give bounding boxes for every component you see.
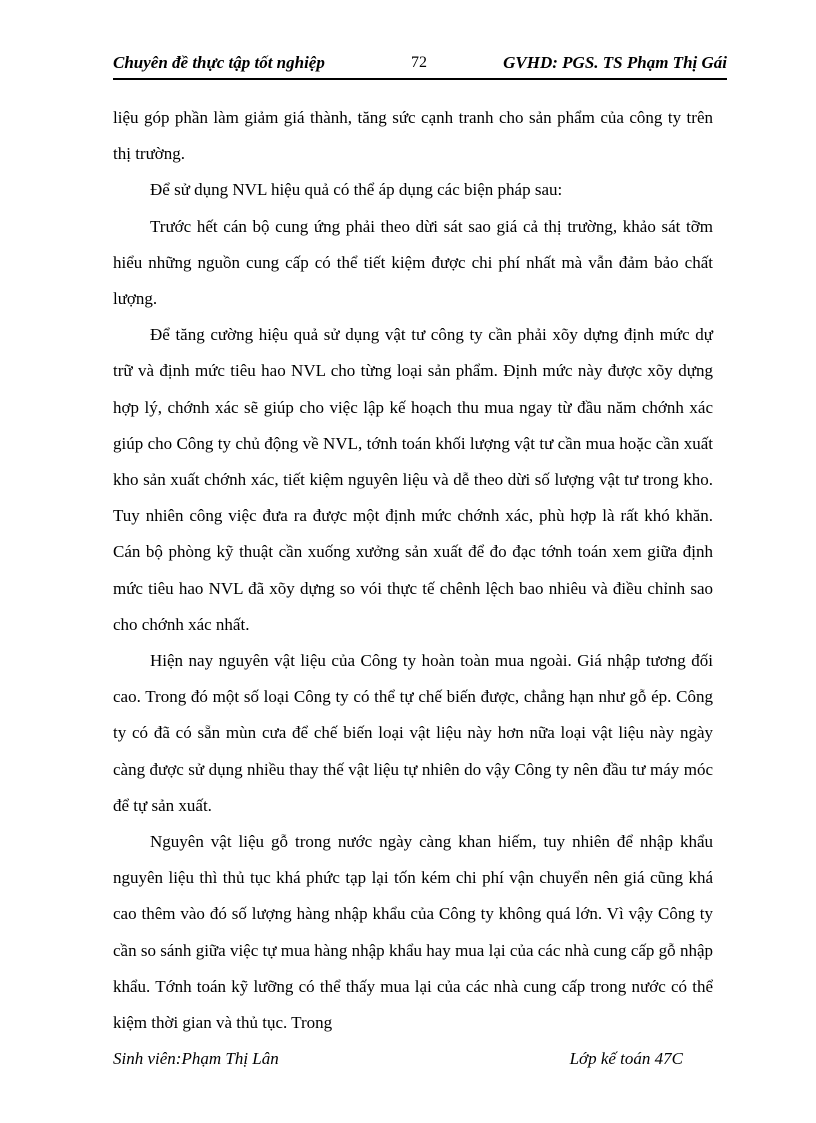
footer-class: Lớp kế toán 47C <box>569 1049 683 1068</box>
header-document-title: Chuyên đề thực tập tốt nghiệp <box>113 53 325 72</box>
footer-student: Sinh viên:Phạm Thị Lân <box>113 1049 279 1068</box>
paragraph-intro-measures: Để sử dụng NVL hiệu quả có thể áp dụng các biện pháp sau: <box>150 180 563 200</box>
header-page-number: 72 <box>411 54 427 71</box>
paragraph-continuation: liệu góp phần làm giảm giá thành, tăng sức cạnh tranh cho sản phẩm của công ty trên thị trường. <box>113 108 713 164</box>
paragraph-supply-monitoring: Trước hết cán bộ cung ứng phải theo dừi sát sao giá cả thị trường, khảo sát tỡm hiểu những nguồn cung cấp có thể tiết kiệm được chi phí nhất mà vẫn đảm bảo chất lượng. <box>113 216 713 309</box>
paragraph-materials-purchase: Hiện nay nguyên vật liệu của Công ty hoàn toàn mua ngoài. Giá nhập tương đối cao. Trong đó một số loại Công ty có thể tự chế biến được, chẳng hạn như gỗ ép. Công ty có đã có sẵn mùn cưa để chế biến loại vật liệu này hơn nữa loại vật liệu này ngày càng được sử dụng nhiều thay thế vật liệu tự nhiên do vậy Công ty nên đầu tư máy móc để tự sản xuất. <box>113 651 713 815</box>
header-advisor: GVHD: PGS. TS Phạm Thị Gái <box>503 53 727 72</box>
page-header <box>113 50 727 80</box>
paragraph-wood-import: Nguyên vật liệu gỗ trong nước ngày càng khan hiếm, tuy nhiên để nhập khẩu nguyên liệu thì thủ tục khá phức tạp lại tốn kém chi phí vận chuyển nên giá cũng khá cao thêm vào đó số lượng hàng nhập khẩu của Công ty không quá lớn. Vì vậy Công ty cần so sánh giữa việc tự mua hàng nhập khẩu hay mua lại của các nhà cung cấp gỗ nhập khẩu. Tớnh toán kỹ lưỡng có thể thấy mua lại của các nhà cung cấp trong nước có thể kiệm thời gian và thủ tục. Trong <box>113 832 713 1033</box>
document-body <box>113 100 713 1041</box>
paragraph-consumption-norms: Để tăng cường hiệu quả sử dụng vật tư công ty cần phải xõy dựng định mức dự trữ và định mức tiêu hao NVL cho từng loại sản phẩm. Định mức này được xõy dựng hợp lý, chớnh xác sẽ giúp cho việc lập kế hoạch thu mua ngay từ đầu năm chớnh xác giúp cho Công ty chủ động về NVL, tớnh toán khối lượng vật tư cần mua hoặc cần xuất kho sản xuất chớnh xác, tiết kiệm nguyên liệu và dễ theo dừi số lượng vật tư trong kho. Tuy nhiên công việc đưa ra được một định mức chớnh xác, phù hợp là rất khó khăn. Cán bộ phòng kỹ thuật cần xuống xưởng sản xuất để đo đạc tớnh toán xem giữa định mức tiêu hao NVL đã xõy dựng so vói thực tế chênh lệch bao nhiêu và điều chỉnh sao cho chớnh xác nhất. <box>113 325 713 634</box>
